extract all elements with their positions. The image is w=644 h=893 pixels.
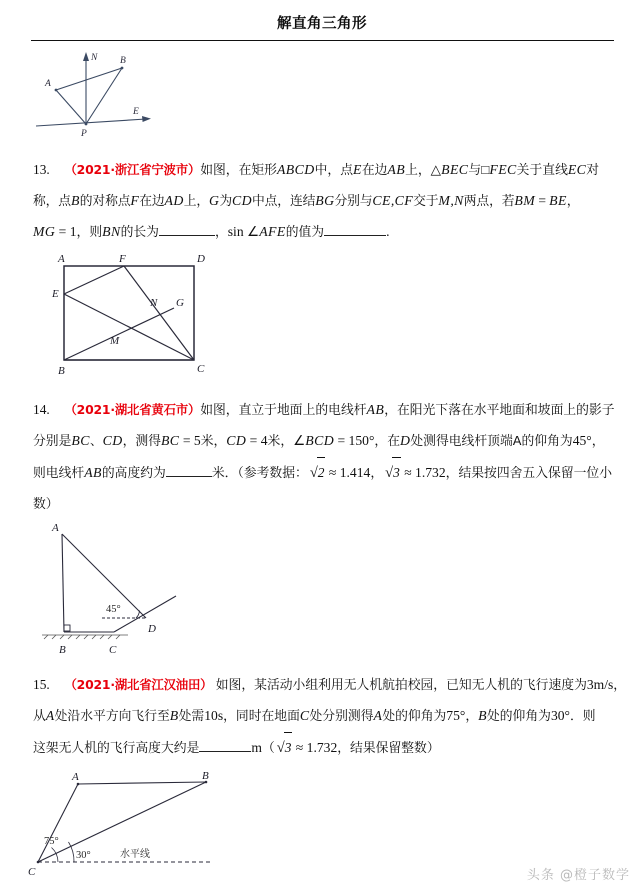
watermark: 头条 @橙子数学 <box>526 868 630 883</box>
figure-13-label-m: M <box>110 335 120 347</box>
q13-l1-s0: 如图，在矩形 <box>200 163 277 178</box>
q15-l2-s11: 75° <box>446 708 466 723</box>
q13-l1-s13: EC <box>567 162 587 177</box>
q14-l4-s0: 数） <box>33 497 59 512</box>
q14-l2-s9: = 4 <box>246 433 268 448</box>
sqrt-2: √2 <box>308 457 326 488</box>
q15-l3-s0: 这架无人机的飞行高度大约是 <box>33 741 200 756</box>
q13-l2-s6: 上， <box>183 194 209 209</box>
q13-l3-s0: MG <box>33 224 56 239</box>
figure-13-label-a: A <box>58 253 65 265</box>
q13-l2-s1: B <box>70 193 80 208</box>
question-14-line-2 <box>33 426 616 457</box>
figure-15-label-c: C <box>28 866 36 878</box>
figure-top-label-b: B <box>120 56 126 66</box>
q13-l1-s11: FEC <box>489 162 517 177</box>
q13-l3-s7: sin <box>227 224 248 239</box>
figure-13-label-f: F <box>119 253 126 265</box>
q14-l3-s0: 则电线杆 <box>33 466 85 481</box>
q15-l2-s3: B <box>169 708 179 723</box>
q13-l2-s3: F <box>130 193 140 208</box>
question-14 <box>33 395 616 520</box>
q15-l2-s1: A <box>45 708 55 723</box>
sqrt-2-radicand: 2 <box>317 457 326 488</box>
q14-l3-s7: ， <box>370 466 384 481</box>
q14-l2-s10: 米， <box>267 434 294 449</box>
q15-l2-s12: ， <box>465 709 479 724</box>
figure-compass-top <box>34 46 204 146</box>
q13-l2-s0: 称，点 <box>33 194 71 209</box>
figure-15-drone <box>24 772 324 882</box>
q15-l2-s6: ，同时在地面 <box>223 709 300 724</box>
q15-l2-s16: ．则 <box>569 709 596 724</box>
figure-13-rectangle <box>42 252 282 377</box>
q14-l2-s16: 处测得电线杆顶端A的仰角为 <box>410 434 573 449</box>
q14-l2-s8: CD <box>226 433 247 448</box>
q15-l2-s2: 处沿水平方向飞行至 <box>54 709 170 724</box>
q14-l2-s18: ， <box>591 434 605 449</box>
q15-l2-s15: 30° <box>550 708 570 723</box>
question-15-line-3 <box>33 732 616 764</box>
question-13-line-3 <box>33 217 616 248</box>
question-14-number: 14. <box>33 402 50 417</box>
figure-13-label-c: C <box>197 363 205 375</box>
figure-13-label-g: G <box>176 297 184 309</box>
figure-top-label-p: P <box>81 129 87 139</box>
q13-l3-s3: BN <box>102 224 121 239</box>
q13-l1-s1: ABCD <box>276 162 315 177</box>
q15-l1-s1: 3m/s <box>586 677 614 692</box>
q13-l3-s12: . <box>386 224 390 239</box>
q14-l2-s6: = 5 <box>179 433 201 448</box>
figure-top-label-east: E <box>133 107 139 117</box>
q15-l3-s2: m <box>251 740 262 755</box>
figure-13-label-d: D <box>197 253 205 265</box>
q15-l2-s5: 10s <box>204 708 224 723</box>
question-13 <box>33 155 616 248</box>
q13-l2-s5: AD <box>164 193 184 208</box>
q14-l2-s2: 、 <box>89 434 103 449</box>
figure-13-label-b: B <box>58 365 65 377</box>
q14-l2-s11: ∠ <box>293 433 306 448</box>
q13-l2-s7: G <box>209 193 220 208</box>
figure-14-pole-slope <box>24 522 284 667</box>
q14-l2-s7: 米， <box>200 434 227 449</box>
q14-l2-s4: ，测得 <box>122 434 161 449</box>
sqrt-3-q15-radicand: 3 <box>284 732 293 763</box>
question-15-line-2 <box>33 701 616 732</box>
question-14-source: （2021·湖北省黄石市） <box>64 402 201 417</box>
figure-14-label-angle-45: 45° <box>106 604 121 615</box>
header-divider <box>31 40 614 41</box>
q15-l2-s13: B <box>478 708 487 723</box>
q13-l3-s6: ， <box>214 225 228 240</box>
q14-l2-s12: BCD <box>305 433 335 448</box>
q14-l2-s5: BC <box>160 433 180 448</box>
question-15-number: 15. <box>33 677 50 692</box>
question-13-line-1 <box>33 155 616 186</box>
figure-15-label-a: A <box>72 771 79 783</box>
q15-l2-s14: 处的仰角为 <box>486 709 551 724</box>
q14-l3-s10: ，结果按四舍五入保留一位小 <box>445 466 612 481</box>
q13-l1-s8: BEC <box>441 162 469 177</box>
q13-l1-s4: 在边 <box>361 163 388 178</box>
q13-l3-s1: = 1 <box>55 224 77 239</box>
answer-blank-bn-length[interactable] <box>159 235 215 236</box>
q15-l2-s7: C <box>299 708 310 723</box>
q15-l2-s0: 从 <box>33 709 46 724</box>
q15-l3-s5: ≈ 1.732 <box>292 740 338 755</box>
question-14-line-1 <box>33 395 616 426</box>
q14-l2-s3: CD <box>102 433 123 448</box>
q13-l2-s13: CE,CF <box>372 193 414 208</box>
q13-l2-s4: 在边 <box>139 194 165 209</box>
figure-top-label-north: N <box>91 53 98 63</box>
question-13-line-2 <box>33 186 616 217</box>
q13-l2-s14: 交于 <box>413 194 439 209</box>
q13-l1-s6: 上， <box>405 163 431 178</box>
q14-l2-s17: 45° <box>572 433 592 448</box>
question-15-source: （2021·湖北省江汉油田） <box>64 677 213 692</box>
q14-l1-s0: 如图，直立于地面上的电线杆 <box>200 403 367 418</box>
q14-l2-s14: ，在 <box>374 434 400 449</box>
q15-l2-s4: 处需 <box>178 709 205 724</box>
q13-l1-s14: 对 <box>586 163 600 178</box>
answer-blank-ab-height[interactable] <box>166 476 212 477</box>
q13-l3-s2: ，则 <box>76 225 103 240</box>
q13-l2-s2: 的对称点 <box>79 194 131 209</box>
answer-blank-drone-height[interactable] <box>199 751 251 752</box>
q13-l2-s19: BE <box>549 193 567 208</box>
q15-l2-s10: 处的仰角为 <box>382 709 447 724</box>
q13-l2-s17: BM <box>514 193 536 208</box>
q13-l3-s4: 的长为 <box>120 225 159 240</box>
q15-l1-s0: 如图，某活动小组利用无人机航拍校园，已知无人机的飞行速度为 <box>215 678 587 693</box>
q15-l3-s3: （ <box>261 741 275 756</box>
q14-l2-s0: 分别是 <box>33 434 72 449</box>
answer-blank-sin-afe[interactable] <box>324 235 386 236</box>
question-14-line-4 <box>33 489 616 520</box>
q14-l1-s1: AB <box>366 402 385 417</box>
q14-l3-s4: 米．（参考数据： <box>211 466 308 481</box>
page-title: 解直角三角形 <box>277 16 367 32</box>
figure-15-label-horizontal-line: 水平线 <box>120 849 150 860</box>
figure-15-label-angle-30: 30° <box>76 850 91 861</box>
sqrt-3-radicand: 3 <box>392 457 401 488</box>
figure-13-label-n: N <box>150 297 158 309</box>
q14-l3-s6: ≈ 1.414 <box>325 465 371 480</box>
q13-l2-s11: BG <box>315 193 335 208</box>
figure-15-label-angle-75: 75° <box>44 836 59 847</box>
q13-l1-s5: AB <box>387 162 406 177</box>
sqrt-3: √3 <box>383 457 401 488</box>
question-14-line-3 <box>33 457 616 489</box>
figure-top-label-a: A <box>45 79 51 89</box>
q13-l1-s7: △ <box>430 162 442 177</box>
q13-l1-s12: 关于直线 <box>516 163 568 178</box>
q15-l3-s6: ，结果保留整数） <box>337 741 440 756</box>
q13-l3-s8: ∠ <box>247 224 260 239</box>
figure-15-label-b: B <box>202 770 209 782</box>
q13-l1-s9: 与 <box>468 163 482 178</box>
q13-l2-s18: = <box>535 193 550 208</box>
q14-l2-s13: = 150° <box>334 433 375 448</box>
q14-l1-s2: ，在阳光下落在水平地面和坡面上的影子 <box>384 403 615 418</box>
figure-14-label-d: D <box>148 623 156 635</box>
q15-l2-s8: 处分别测得 <box>309 709 374 724</box>
q14-l2-s1: BC <box>71 433 90 448</box>
q14-l3-s9: ≈ 1.732 <box>400 465 446 480</box>
figure-14-label-b: B <box>59 644 66 656</box>
figure-13-label-e: E <box>52 288 59 300</box>
question-13-source: （2021·浙江省宁波市） <box>64 162 201 177</box>
question-13-number: 13. <box>33 162 50 177</box>
figure-14-label-c: C <box>109 644 117 656</box>
sqrt-3-q15: √3 <box>275 732 293 763</box>
q13-l2-s20: ， <box>566 194 580 209</box>
q13-l1-s3: E <box>352 162 362 177</box>
q13-l1-s10: □ <box>481 162 490 177</box>
q13-l1-s2: 中，点 <box>314 163 353 178</box>
q13-l3-s10: 的值为 <box>285 225 325 240</box>
q14-l3-s1: AB <box>84 465 102 480</box>
q15-l1-s2: ， <box>613 678 627 693</box>
q14-l3-s2: 的高度约为 <box>101 466 166 481</box>
question-15 <box>33 670 627 764</box>
q13-l2-s15: M,N <box>438 193 464 208</box>
q14-l2-s15: D <box>399 433 411 448</box>
q13-l2-s16: 两点，若 <box>463 194 515 209</box>
question-15-line-1 <box>33 670 627 701</box>
q13-l2-s10: 中点，连结 <box>252 194 316 209</box>
q13-l3-s9: AFE <box>259 224 286 239</box>
q13-l2-s8: 为 <box>219 194 233 209</box>
q15-l2-s9: A <box>373 708 383 723</box>
q13-l2-s12: 分别与 <box>334 194 373 209</box>
q13-l2-s9: CD <box>232 193 252 208</box>
figure-14-label-a: A <box>52 522 59 534</box>
